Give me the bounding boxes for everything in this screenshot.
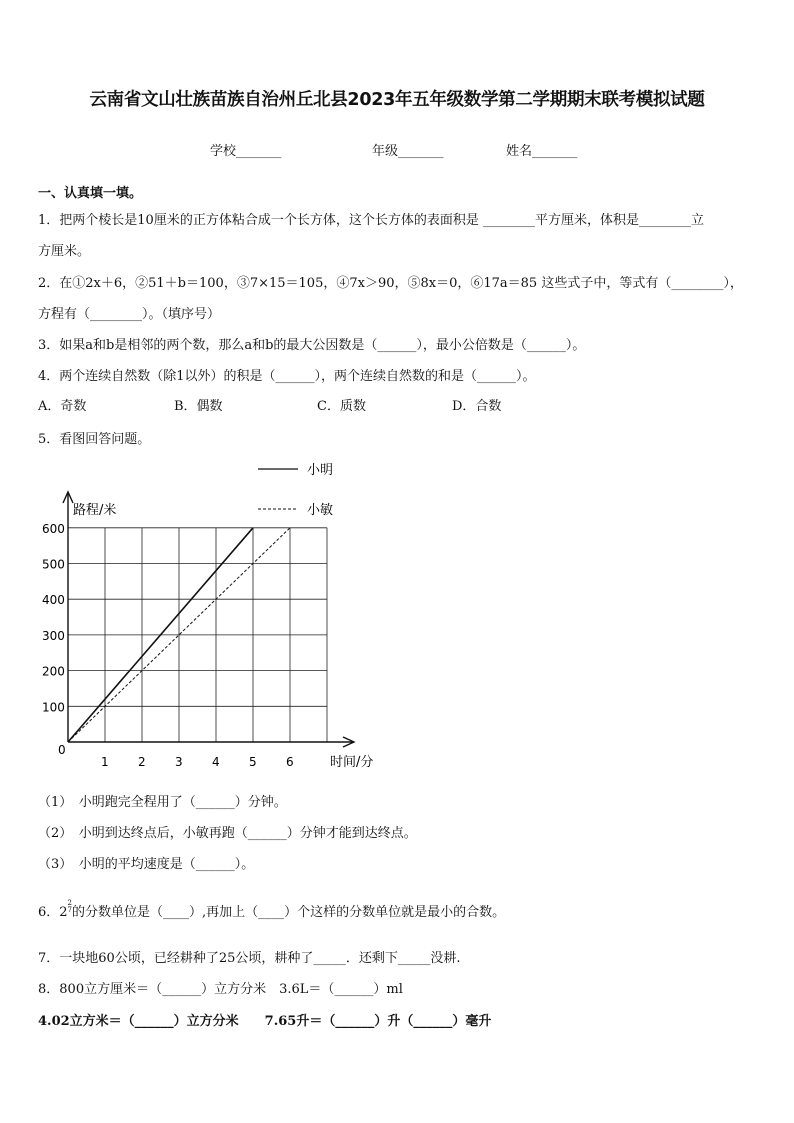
x-tick-label: 6 <box>286 755 294 769</box>
option-d[interactable]: D．合数 <box>452 399 502 414</box>
legend-label-xiaoming: 小明 <box>307 463 334 478</box>
y-axis-label: 路程/米 <box>73 503 117 518</box>
question-5: 5．看图回答问题。 <box>38 432 151 447</box>
x-axis-label: 时间/分 <box>330 755 374 770</box>
option-b[interactable]: B．偶数 <box>174 399 223 414</box>
question-6-text: 的分数单位是（____）,再加上（____）个这样的分数单位就是最小的合数。 <box>72 905 506 920</box>
distance-time-chart <box>0 455 794 785</box>
question-5-sub-3: （3） 小明的平均速度是（______）。 <box>38 857 255 872</box>
section-heading: 一、认真填一填。 <box>38 186 143 201</box>
question-6-prefix: 6．2 <box>38 905 68 920</box>
x-tick-label: 3 <box>175 755 183 769</box>
fraction-numerator: 2 <box>67 899 73 907</box>
question-8-line-2: 4.02立方米＝（______）立方分米 7.65升＝（______）升（______）毫升 <box>38 1014 492 1029</box>
origin-label: 0 <box>58 743 66 757</box>
question-6 <box>38 900 505 920</box>
question-5-sub-2: （2） 小明到达终点后，小敏再跑（______）分钟才能到达终点。 <box>38 826 417 841</box>
y-tick-label: 100 <box>42 700 65 715</box>
option-c[interactable]: C．质数 <box>317 399 366 414</box>
question-2-line-2: 方程有（________）。（填序号） <box>38 307 221 322</box>
grade-field[interactable]: 年级_______ <box>372 144 444 159</box>
option-a[interactable]: A．奇数 <box>38 399 87 414</box>
school-field[interactable]: 学校_______ <box>210 144 282 159</box>
y-tick-label: 400 <box>42 593 65 608</box>
y-tick-label: 500 <box>42 557 65 572</box>
question-2-line-1: 2．在①2x＋6，②51＋b＝100，③7×15＝105，④7x＞90，⑤8x＝0，⑥17a＝85 这些式子中，等式有（________）， <box>38 276 743 291</box>
y-tick-label: 200 <box>42 664 65 679</box>
x-tick-label: 5 <box>249 755 257 769</box>
y-tick-label: 600 <box>42 521 65 536</box>
fraction-denominator: 7 <box>67 906 73 914</box>
y-tick-label: 300 <box>42 628 65 643</box>
question-8-line-1: 8．800立方厘米＝（______）立方分米 3.6L＝（______）ml <box>38 982 403 997</box>
question-4: 4．两个连续自然数（除1以外）的积是（______），两个连续自然数的和是（______）。 <box>38 369 536 384</box>
legend-label-xiaomin: 小敏 <box>307 503 334 518</box>
x-tick-label: 2 <box>138 755 146 769</box>
question-3: 3．如果a和b是相邻的两个数，那么a和b的最大公因数是（______），最小公倍数是（______）。 <box>38 338 586 353</box>
question-5-sub-1: （1） 小明跑完全程用了（______）分钟。 <box>38 795 287 810</box>
question-1-line-1: 1．把两个棱长是10厘米的正方体粘合成一个长方体，这个长方体的表面积是 ________平方厘米，体积是________立 <box>38 213 704 228</box>
question-7: 7．一块地60公顷，已经耕种了25公顷，耕种了_____．还剩下_____没耕. <box>38 951 461 966</box>
x-tick-label: 1 <box>101 755 109 769</box>
x-tick-label: 4 <box>212 755 220 769</box>
name-field[interactable]: 姓名_______ <box>506 144 578 159</box>
question-1-line-2: 方厘米。 <box>38 244 91 259</box>
page-title: 云南省文山壮族苗族自治州丘北县2023年五年级数学第二学期期末联考模拟试题 <box>89 90 705 110</box>
